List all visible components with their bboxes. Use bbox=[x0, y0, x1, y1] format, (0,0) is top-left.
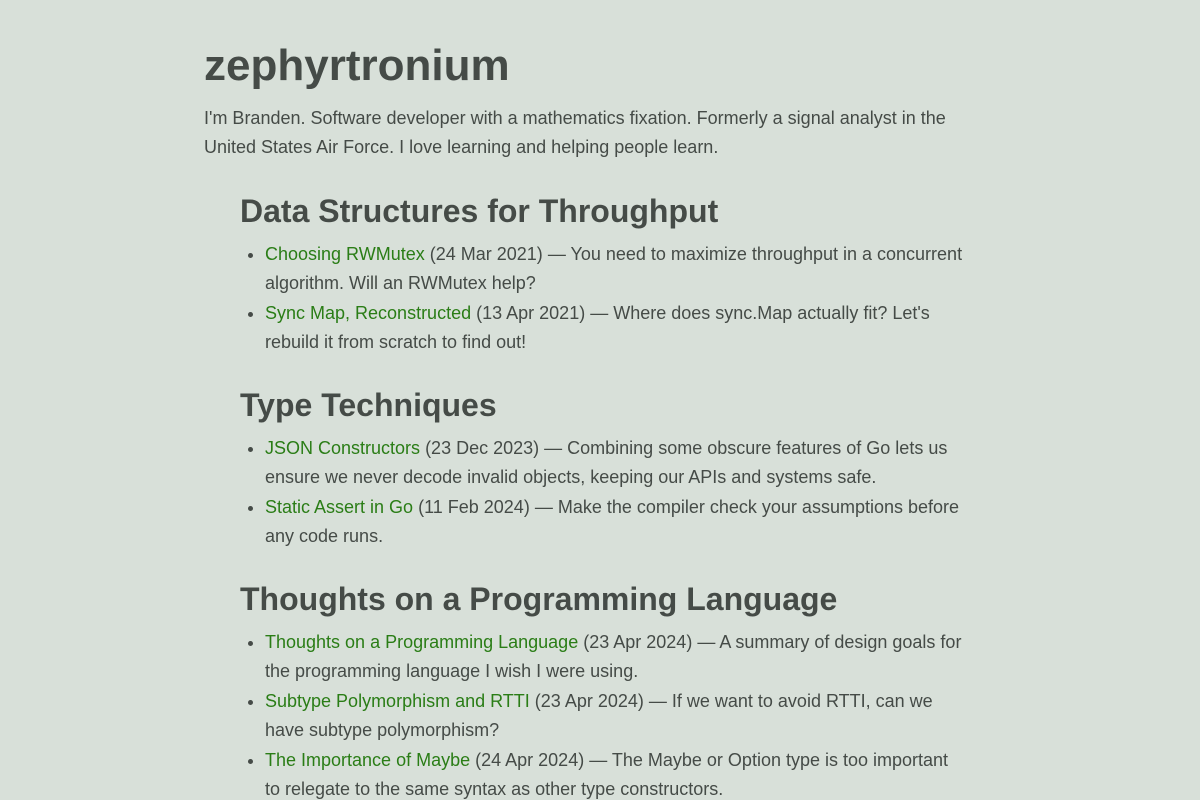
post-item bbox=[265, 687, 964, 745]
section-programming-language bbox=[240, 579, 964, 800]
site-intro: I'm Branden. Software developer with a mathematics fixation. Formerly a signal analyst in the United States Air Force. I love learning and helping people learn. bbox=[204, 108, 946, 157]
post-date: (11 Feb 2024) bbox=[418, 497, 530, 517]
section-type-techniques bbox=[240, 385, 964, 551]
post-summary: — If we want to avoid RTTI, can we have subtype polymorphism? bbox=[265, 691, 933, 740]
page-content bbox=[204, 0, 964, 800]
post-item bbox=[265, 434, 964, 492]
post-summary: — Where does sync.Map actually fit? Let's rebuild it from scratch to find out! bbox=[265, 303, 930, 352]
section-data-structures bbox=[240, 191, 964, 357]
post-date: (23 Apr 2024) bbox=[583, 632, 693, 652]
site-title: zephyrtronium bbox=[204, 41, 510, 90]
post-link-json-constructors[interactable]: JSON Constructors bbox=[265, 438, 421, 458]
post-list bbox=[240, 240, 964, 357]
post-date: (24 Apr 2024) bbox=[475, 750, 585, 770]
section-heading: Type Techniques bbox=[240, 387, 497, 423]
section-heading: Data Structures for Throughput bbox=[240, 193, 719, 229]
post-summary: — The Maybe or Option type is too important to relegate to the same syntax as other type constructors. bbox=[265, 750, 949, 799]
post-summary: — Make the compiler check your assumptions before any code runs. bbox=[265, 497, 960, 546]
post-item bbox=[265, 299, 964, 357]
post-item bbox=[265, 493, 964, 551]
post-link-sync-map[interactable]: Sync Map, Reconstructed bbox=[265, 303, 472, 323]
post-date: (13 Apr 2021) bbox=[476, 303, 586, 323]
post-summary: — Combining some obscure features of Go lets us ensure we never decode invalid objects, keeping our APIs and systems safe. bbox=[265, 438, 948, 487]
post-item bbox=[265, 240, 964, 298]
post-link-choosing-rwmutex[interactable]: Choosing RWMutex bbox=[265, 244, 425, 264]
post-list bbox=[240, 628, 964, 800]
post-summary: — You need to maximize throughput in a concurrent algorithm. Will an RWMutex help? bbox=[265, 244, 963, 293]
post-link-static-assert[interactable]: Static Assert in Go bbox=[265, 497, 414, 517]
post-date: (24 Mar 2021) bbox=[429, 244, 543, 264]
section-heading: Thoughts on a Programming Language bbox=[240, 581, 838, 617]
post-link-thoughts-programming-language[interactable]: Thoughts on a Programming Language bbox=[265, 632, 579, 652]
post-link-subtype-polymorphism[interactable]: Subtype Polymorphism and RTTI bbox=[265, 691, 530, 711]
post-summary: — A summary of design goals for the programming language I wish I were using. bbox=[265, 632, 962, 681]
post-date: (23 Dec 2023) bbox=[425, 438, 540, 458]
post-item bbox=[265, 628, 964, 686]
post-link-importance-of-maybe[interactable]: The Importance of Maybe bbox=[265, 750, 471, 770]
post-item bbox=[265, 746, 964, 800]
post-date: (23 Apr 2024) bbox=[534, 691, 644, 711]
post-list bbox=[240, 434, 964, 551]
